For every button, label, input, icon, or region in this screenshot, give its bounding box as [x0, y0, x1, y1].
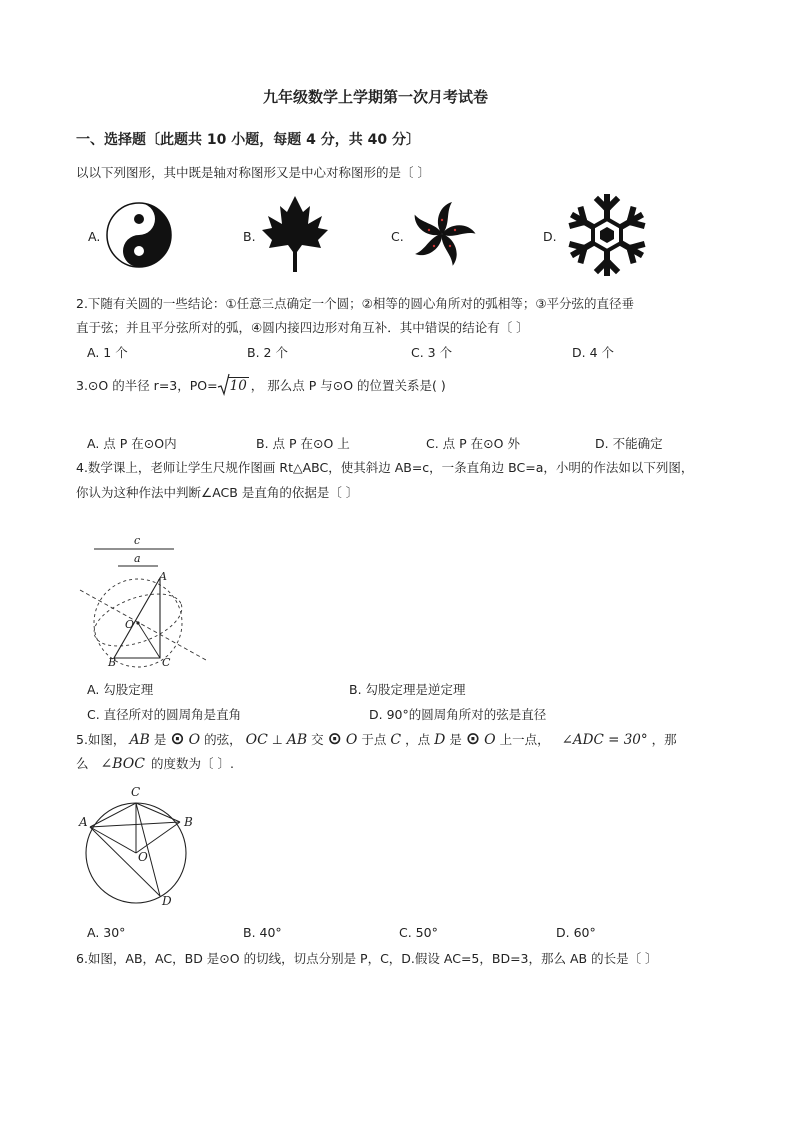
question-4-line1: 4.数学课上，老师让学生尺规作图画 Rt△ABC，使其斜边 AB=c，一条直角边 BC=a，小明的作法如以下列图，	[76, 460, 694, 475]
q3-option-b: B. 点 P 在⊙O 上	[256, 436, 350, 451]
q5-option-c: C. 50°	[399, 925, 438, 940]
q5-math-ab-2: AB	[286, 732, 308, 748]
q3-option-a: A. 点 P 在⊙O内	[87, 436, 177, 451]
perpendicular-bisector	[80, 590, 206, 660]
question-1-stem: 以以下列图形，其中既是轴对称图形又是中心对称图形的是〔 〕	[76, 165, 430, 180]
q4-option-c: C. 直径所对的圆周角是直角	[87, 707, 242, 722]
q5-math-ab: AB	[129, 732, 150, 748]
q1-option-c-label: C.	[391, 229, 404, 244]
q2-option-d: D. 4 个	[572, 345, 614, 360]
q5-circle-symbol-3: ⊙	[465, 729, 481, 749]
q5-text-line2a: 么	[76, 756, 89, 771]
q1-option-d-label: D.	[543, 229, 557, 244]
q5-circle-o-1: O	[188, 732, 201, 748]
q4-option-b: B. 勾股定理是逆定理	[349, 682, 466, 697]
q5-label-d: D	[162, 894, 172, 908]
question-2-line1: 2.下随有关圆的一些结论：①任意三点确定一个圆；②相等的圆心角所对的弧相等；③平分弦的直径垂	[76, 296, 635, 311]
q5-math-c: C	[390, 732, 402, 748]
q5-circle-o-2: O	[345, 732, 358, 748]
q5-text-7: 是	[449, 732, 462, 747]
q3-option-c: C. 点 P 在⊙O 外	[426, 436, 520, 451]
q5-math-d: D	[434, 732, 446, 748]
q5-circle-symbol-2: ⊙	[327, 729, 342, 749]
q2-option-b: B. 2 个	[247, 345, 288, 360]
q2-option-a: A. 1 个	[87, 345, 128, 360]
bauhinia-flower-icon	[406, 198, 478, 270]
construction-figure	[76, 532, 216, 672]
label-point-o: O	[125, 618, 135, 631]
yin-yang-icon	[104, 200, 174, 270]
q4-option-a: A. 勾股定理	[87, 682, 154, 697]
label-point-b: B	[108, 656, 117, 669]
q2-option-c: C. 3 个	[411, 345, 453, 360]
label-point-a: A	[159, 570, 167, 583]
question-5-line2	[76, 754, 234, 772]
sqrt-radicand: 10	[229, 378, 247, 394]
chord-ab	[90, 822, 180, 827]
q5-label-b: B	[184, 815, 193, 829]
q5-text-1: 5.如图，	[76, 732, 126, 747]
question-2-line2: 直于弦；并且平分弦所对的弧，④圆内接四边形对角互补．其中错误的结论有〔 〕	[76, 320, 529, 335]
q1-option-b-label: B.	[243, 229, 256, 244]
question-4-line2: 你认为这种作法中判断∠ACB 是直角的依据是〔 〕	[76, 485, 359, 500]
q5-circle-symbol-1: ⊙	[170, 729, 185, 749]
question-3-part1: 3.⊙O 的半径 r=3，PO=	[76, 378, 218, 393]
q5-option-b: B. 40°	[243, 925, 282, 940]
segment-ca	[90, 803, 136, 827]
section-heading: 一、选择题〔此题共 10 小题，每题 4 分，共 40 分〕	[76, 132, 420, 148]
q5-label-o: O	[138, 850, 148, 864]
question-3-stem	[76, 376, 446, 394]
q5-text-5: 于点	[361, 732, 387, 747]
question-6-stem: 6.如图，AB，AC，BD 是⊙O 的切线，切点分别是 P，C，D.假设 AC=5，BD=3，那么 AB 的长是〔 〕	[76, 951, 658, 966]
q5-text-9: ，那	[651, 732, 677, 747]
q5-text-8: 上一点，	[499, 732, 550, 747]
q5-text-4: 交	[311, 732, 324, 747]
q5-label-a: A	[79, 815, 88, 829]
right-triangle	[114, 578, 160, 658]
page-title: 九年级数学上学期第一次月考试卷	[263, 88, 489, 106]
label-point-c: C	[162, 656, 171, 669]
sqrt-expression	[218, 378, 249, 394]
q5-angle-boc: ∠BOC	[100, 756, 145, 772]
q5-text-line2b: 的度数为〔 〕.	[150, 756, 234, 771]
construction-arc	[87, 584, 189, 657]
q5-text-2: 是	[153, 732, 167, 747]
label-a-segment: a	[134, 552, 141, 565]
sqrt-sign-icon	[218, 374, 230, 396]
q5-option-a: A. 30°	[87, 925, 126, 940]
snowflake-icon	[562, 194, 652, 276]
q5-circle-o-3: O	[484, 732, 496, 748]
q5-perp-symbol: ⊥	[271, 732, 283, 747]
segment-cb	[136, 803, 180, 822]
q5-math-oc: OC	[245, 732, 268, 748]
q3-option-d: D. 不能确定	[595, 436, 663, 451]
q5-angle-adc: ∠ADC = 30°	[561, 732, 648, 748]
q5-label-c: C	[131, 785, 141, 799]
circle-figure	[76, 784, 216, 908]
question-3-part2: ， 那么点 P 与⊙O 的位置关系是( )	[250, 378, 446, 393]
label-c-segment: c	[134, 534, 141, 547]
q5-option-d: D. 60°	[556, 925, 596, 940]
q5-text-3: 的弦，	[204, 732, 242, 747]
center-o	[136, 621, 139, 624]
segment-ad	[90, 827, 160, 896]
q4-option-d: D. 90°的圆周角所对的弦是直径	[369, 707, 547, 722]
q1-option-a-label: A.	[88, 229, 101, 244]
maple-leaf-icon	[258, 194, 332, 274]
question-5-line1	[76, 729, 677, 749]
q5-text-6: ，点	[405, 732, 431, 747]
